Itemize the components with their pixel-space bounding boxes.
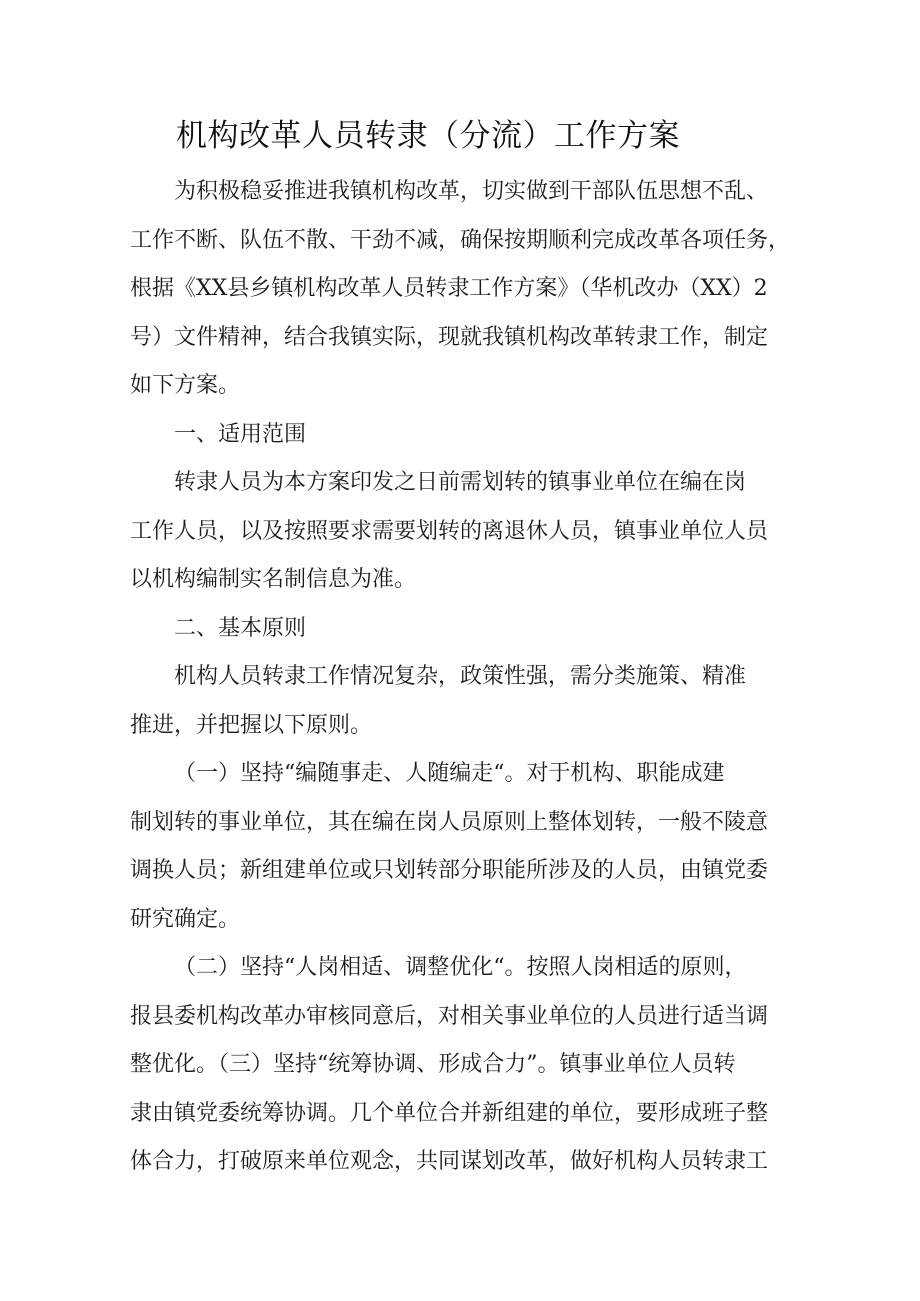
- section-heading-principles: 二、基本原则: [174, 615, 307, 641]
- paragraph-intro: 为积极稳妥推进我镇机构改革，切实做到干部队伍思想不乱、 工作不断、队伍不散、干劲不减，确保按期顺利完成改革各项任务， 根据《XX县乡镇机构改革人员转隶工作方案》（华机改办（XX）2 号）文件精神，结合我镇实际，现就我镇机构改革转隶工作，制定 如下方案。: [130, 179, 791, 398]
- paragraph-scope: 转隶人员为本方案印发之日前需划转的镇事业单位在编在岗 工作人员，以及按照要求需要划转的离退休人员，镇事业单位人员 以机构编制实名制信息为准。: [130, 470, 769, 592]
- document-title: 机构改革人员转隶（分流）工作方案: [176, 118, 680, 154]
- section-heading-scope: 一、适用范围: [174, 421, 307, 447]
- paragraph-principle-1: （一）坚持“编随事走、人随编走“。对于机构、职能成建 制划转的事业单位，其在编在岗人员原则上整体划转，一般不陵意 调换人员；新组建单位或只划转部分职能所涉及的人员，由镇党委 研究确定。: [130, 761, 769, 932]
- paragraph-principle-2: （二）坚持“人岗相适、调整优化“。按照人岗相适的原则， 报县委机构改革办审核同意后，对相关事业单位的人员进行适当调 整优化。（三）坚持“统筹协调、形成合力”。镇事业单位人员转 隶由镇党委统筹协调。几个单位合并新组建的单位，要形成班子整 体合力，打破原来单位观念，共同谋划改革，做好机构人员转隶工: [130, 955, 769, 1174]
- document-body: [130, 168, 794, 1187]
- paragraph-principles-intro: 机构人员转隶工作情况复杂，政策性强，需分类施策、精准 推进，并把握以下原则。: [130, 664, 747, 738]
